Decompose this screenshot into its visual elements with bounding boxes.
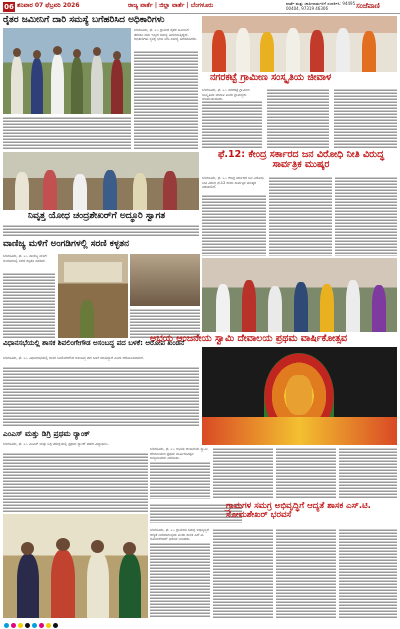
photo-a5-store	[58, 254, 128, 338]
page-header	[0, 0, 400, 14]
section-labels: ರಾಜ್ಯ ವಾರ್ತೆ | ಜಿಲ್ಲಾ ವಾರ್ತೆ | ಬೆಂಗಳೂರು	[128, 2, 214, 9]
registration-dot	[39, 623, 44, 628]
body-a2: ಬೆಂಗಳೂರು, ಫೆ. ೬:- ನಗರಕಟ್ಟೆ ಗ್ರಾಮೀಣ ಸಂಸ್ಕೃತಿಯ ಜೀವಾಳ ಎಂದು ಗ್ರಾಮಸ್ಥರು	[202, 88, 250, 97]
headline-a9: ಗ್ರಾಮಗಳ ಸಮಗ್ರ ಅಭಿವೃದ್ಧಿಗೆ ಆದ್ಯತೆ ಶಾಸಕ ಎಸ್.ಟಿ. ಸೋಮಶೇಖರ್ ಭರವಸೆ	[226, 501, 371, 521]
body-a6: ಬೆಂಗಳೂರು, ಫೆ. ೬:- ವಿಧಾನಸಭೆಯಲ್ಲಿ ಶಾಸಕ ಶಿವಲಿಂಗೇಗೌಡ ಅಸಂಬದ್ಧ ಪದ ಬಳಕೆ ಮಾಡಿದ್ದಾರೆ ಎಂದು ಆರೋಪಿಸಲಾಗಿದೆ.	[3, 356, 144, 360]
photo-a8-graduation	[3, 514, 148, 618]
text-block-a2-col2	[267, 88, 329, 148]
contact-info: ವಾರ್ತೆ ಮತ್ತು ಜಾಹೀರಾತುಗಳಿಗೆ ಸಂಪರ್ಕಿಸಿ: 94495 00404, 97319 46306	[286, 1, 356, 11]
text-block-a7-col2	[213, 447, 273, 499]
registration-dot	[32, 623, 37, 628]
photo-a5-shop	[130, 254, 200, 306]
registration-dot	[11, 623, 16, 628]
registration-dot	[18, 623, 23, 628]
registration-dot	[4, 623, 9, 628]
text-block-a7-col1	[150, 461, 210, 499]
photo-a2-ceremony	[202, 16, 397, 72]
registration-dot	[25, 623, 30, 628]
text-block-a9-col2	[213, 528, 273, 618]
photo-a1-officials	[3, 28, 131, 114]
text-block-a7-col4	[339, 447, 397, 499]
text-block-a5	[3, 272, 55, 338]
headline-a3: ನಿವೃತ್ತ ಯೋಧ ಚಂದ್ರಶೇಖರ್‌ಗೆ ಅದ್ಧೂರಿ ಸ್ವಾಗತ	[28, 211, 166, 221]
body-a5: ಬೆಂಗಳೂರು, ಫೆ. ೬:- ವಾಣಿಜ್ಯ ಮಳಿಗೆ ಅಂಗಡಿಗಳಲ್ಲಿ ಸರಣಿ ಕಳ್ಳತನ ನಡೆದಿದೆ.	[3, 254, 47, 263]
headline-a7: ಅಭಯ ಆಂಜನೇಯ ಸ್ವಾಮಿ ದೇವಾಲಯ ಪ್ರಥಮ ವಾರ್ಷಿಕೋತ್ಸವ	[150, 333, 348, 344]
registration-dot	[46, 623, 51, 628]
masthead-logo: ಸಂಜೆವಾಣಿ	[356, 2, 380, 10]
body-a1-side: ಬೆಂಗಳೂರು, ಫೆ. ೬:- ಗ್ರಾಮದ ರೈತರ ಜಮೀನಿಗೆ ತೆರಳಲು ದಾರಿ ಇಲ್ಲದೆ ಸಮಸ್ಯೆ ಎದುರಿಸುತ್ತಿದ್ದರು. ಅಧಿಕಾರಿಗಳು ಸ್ಥಳಕ್ಕೆ ಭೇಟಿ ನೀಡಿ ಸಮಸ್ಯೆ ಬಗೆಹರಿಸಿದರು.	[134, 28, 198, 42]
text-block-a4-col3	[335, 176, 397, 256]
headline-a1: ರೈತರ ಜಮೀನಿಗೆ ದಾರಿ ಸಮಸ್ಯೆ ಬಗೆಹರಿಸಿದ ಅಧಿಕಾರಿಗಳು	[3, 15, 165, 25]
headline-a8: ಎಂಎಸ್ ಮತ್ತು ಡಿಗ್ರಿ ಪ್ರಥಮ ರ‍್ಯಾಂಕ್	[3, 429, 90, 438]
text-block-a2-col1	[202, 100, 262, 148]
headline-a5: ವಾಣಿಜ್ಯ ಮಳಿಗೆ ಅಂಗಡಿಗಳಲ್ಲಿ ಸರಣಿ ಕಳ್ಳತನ	[3, 239, 130, 249]
page-number: 06	[4, 3, 14, 11]
body-a4: ಬೆಂಗಳೂರು, ಫೆ. ೬:- ಕೇಂದ್ರ ಸರ್ಕಾರದ ಜನ ವಿರೋಧಿ ನೀತಿ ವಿರುದ್ಧ ಫೆ.12 ರಂದು ಸಾರ್ವತ್ರಿಕ ಮುಷ್ಕರ ನಡೆಯಲಿದೆ.	[202, 176, 264, 190]
text-block-a3	[3, 224, 199, 236]
text-block-a4-col1	[202, 194, 266, 256]
registration-dot	[53, 623, 58, 628]
photo-a7-deity	[202, 347, 397, 445]
photo-a1-group	[3, 152, 199, 210]
color-registration-strip	[0, 621, 400, 629]
text-block-a8	[3, 452, 148, 512]
text-block-a9-col3	[276, 528, 336, 618]
photo-a4-protest	[202, 258, 397, 332]
body-a9: ಬೆಂಗಳೂರು, ಫೆ. ೬:- ಗ್ರಾಮಗಳ ಸಮಗ್ರ ಅಭಿವೃದ್ಧಿಗೆ ಆದ್ಯತೆ ನೀಡಲಾಗುವುದು ಎಂದು ಶಾಸಕ ಎಸ್.ಟಿ. ಸೋಮಶೇಖರ್ ಭರವಸೆ ನೀಡಿದರು.	[150, 528, 209, 542]
headline-a6: ವಿಧಾನಸಭೆಯಲ್ಲಿ ಶಾಸಕ ಶಿವಲಿಂಗೇಗೌಡ ಅಸಂಬದ್ಧ ಪದ ಬಳಕೆ: ಆರೋಪ ಖಂಡನೆ	[3, 339, 185, 347]
text-block-a2-col3	[334, 88, 397, 148]
headline-a4: ಫೆ.12: ಕೇಂದ್ರ ಸರ್ಕಾರದ ಜನ ವಿರೋಧಿ ನೀತಿ ವಿರುದ್ಧ ಸಾರ್ವತ್ರಿಕ ಮುಷ್ಕರ	[217, 149, 385, 171]
headline-a2: ನಗರಕಟ್ಟೆ ಗ್ರಾಮೀಣ ಸಂಸ್ಕೃತಿಯ ಜೀವಾಳ	[210, 72, 332, 83]
body-a8: ಬೆಂಗಳೂರು, ಫೆ. ೬:- ಎಂಎಸ್ ಮತ್ತು ಡಿಗ್ರಿ ಪರೀಕ್ಷೆಯಲ್ಲಿ ಪ್ರಥಮ ರ‍್ಯಾಂಕ್ ಪಡೆದ ವಿದ್ಯಾರ್ಥಿನಿ.	[3, 442, 109, 446]
text-block-a1-bottom	[3, 116, 131, 150]
issue-date: ಶನಿವಾರ 07 ಫೆಬ್ರವರಿ 2026	[17, 2, 80, 9]
text-block-a7-col3	[276, 447, 336, 499]
text-block-a6	[3, 366, 199, 426]
body-a7: ಬೆಂಗಳೂರು, ಫೆ. ೬:- ಅಭಯ ಆಂಜನೇಯ ಸ್ವಾಮಿ ದೇವಾಲಯದ ಪ್ರಥಮ ವಾರ್ಷಿಕೋತ್ಸವ ಅದ್ಧೂರಿಯಾಗಿ ನಡೆಯಿತು.	[150, 447, 208, 461]
text-block-a4-col2	[269, 176, 332, 256]
text-block-a1-side	[134, 50, 198, 150]
text-block-a9-col4	[339, 528, 397, 618]
text-block-a9-col1	[150, 542, 210, 618]
